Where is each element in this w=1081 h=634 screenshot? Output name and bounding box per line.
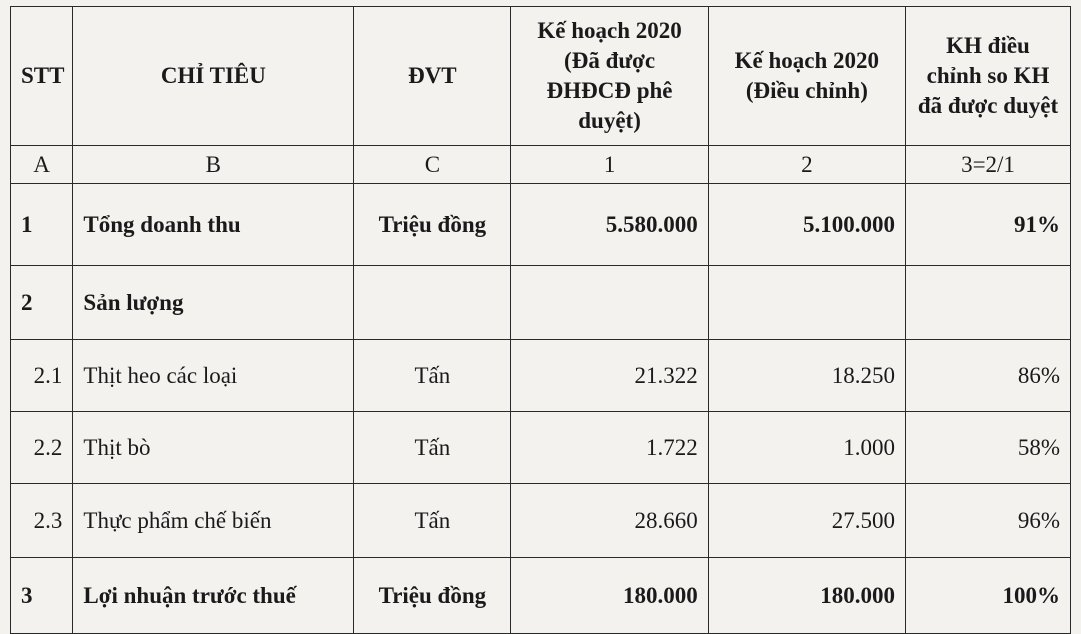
row-chi-tieu: Sản lượng [73,266,354,340]
row-kh-approved: 28.660 [511,484,708,558]
row-kh-adjusted: 5.100.000 [708,184,905,266]
row-dvt: Tấn [354,340,511,412]
column-code-row [11,146,1071,184]
code-3: 3=2/1 [906,146,1071,184]
table-row [11,340,1071,412]
row-chi-tieu: Thịt heo các loại [73,340,354,412]
table-row [11,412,1071,484]
row-kh-adjusted: 180.000 [708,558,905,634]
row-dvt [354,266,511,340]
row-stt: 2.2 [11,412,73,484]
table-row [11,484,1071,558]
row-stt: 1 [11,184,73,266]
header-ratio: KH điều chỉnh so KH đã được duyệt [906,7,1071,146]
row-kh-approved: 1.722 [511,412,708,484]
code-a: A [11,146,73,184]
row-chi-tieu: Thực phẩm chế biến [73,484,354,558]
plan-table [10,6,1071,634]
code-1: 1 [511,146,708,184]
header-kh-approved: Kế hoạch 2020 (Đã được ĐHĐCĐ phê duyệt) [511,7,708,146]
row-chi-tieu: Thịt bò [73,412,354,484]
code-b: B [73,146,354,184]
row-ratio [906,266,1071,340]
row-kh-adjusted [708,266,905,340]
header-dvt: ĐVT [354,7,511,146]
row-dvt: Triệu đồng [354,184,511,266]
row-ratio: 86% [906,340,1071,412]
row-kh-approved [511,266,708,340]
row-stt: 3 [11,558,73,634]
row-stt: 2.3 [11,484,73,558]
row-kh-approved: 180.000 [511,558,708,634]
row-kh-approved: 5.580.000 [511,184,708,266]
header-row [11,7,1071,146]
row-kh-adjusted: 27.500 [708,484,905,558]
header-chi-tieu: CHỈ TIÊU [73,7,354,146]
row-kh-adjusted: 18.250 [708,340,905,412]
row-stt: 2 [11,266,73,340]
row-kh-approved: 21.322 [511,340,708,412]
row-kh-adjusted: 1.000 [708,412,905,484]
table-row [11,558,1071,634]
table-row [11,184,1071,266]
row-ratio: 91% [906,184,1071,266]
table-row [11,266,1071,340]
row-ratio: 58% [906,412,1071,484]
header-kh-adjusted: Kế hoạch 2020 (Điều chỉnh) [708,7,905,146]
row-dvt: Tấn [354,484,511,558]
row-chi-tieu: Lợi nhuận trước thuế [73,558,354,634]
row-chi-tieu: Tổng doanh thu [73,184,354,266]
row-ratio: 96% [906,484,1071,558]
code-c: C [354,146,511,184]
row-ratio: 100% [906,558,1071,634]
code-2: 2 [708,146,905,184]
row-dvt: Tấn [354,412,511,484]
header-stt: STT [11,7,73,146]
row-stt: 2.1 [11,340,73,412]
row-dvt: Triệu đồng [354,558,511,634]
